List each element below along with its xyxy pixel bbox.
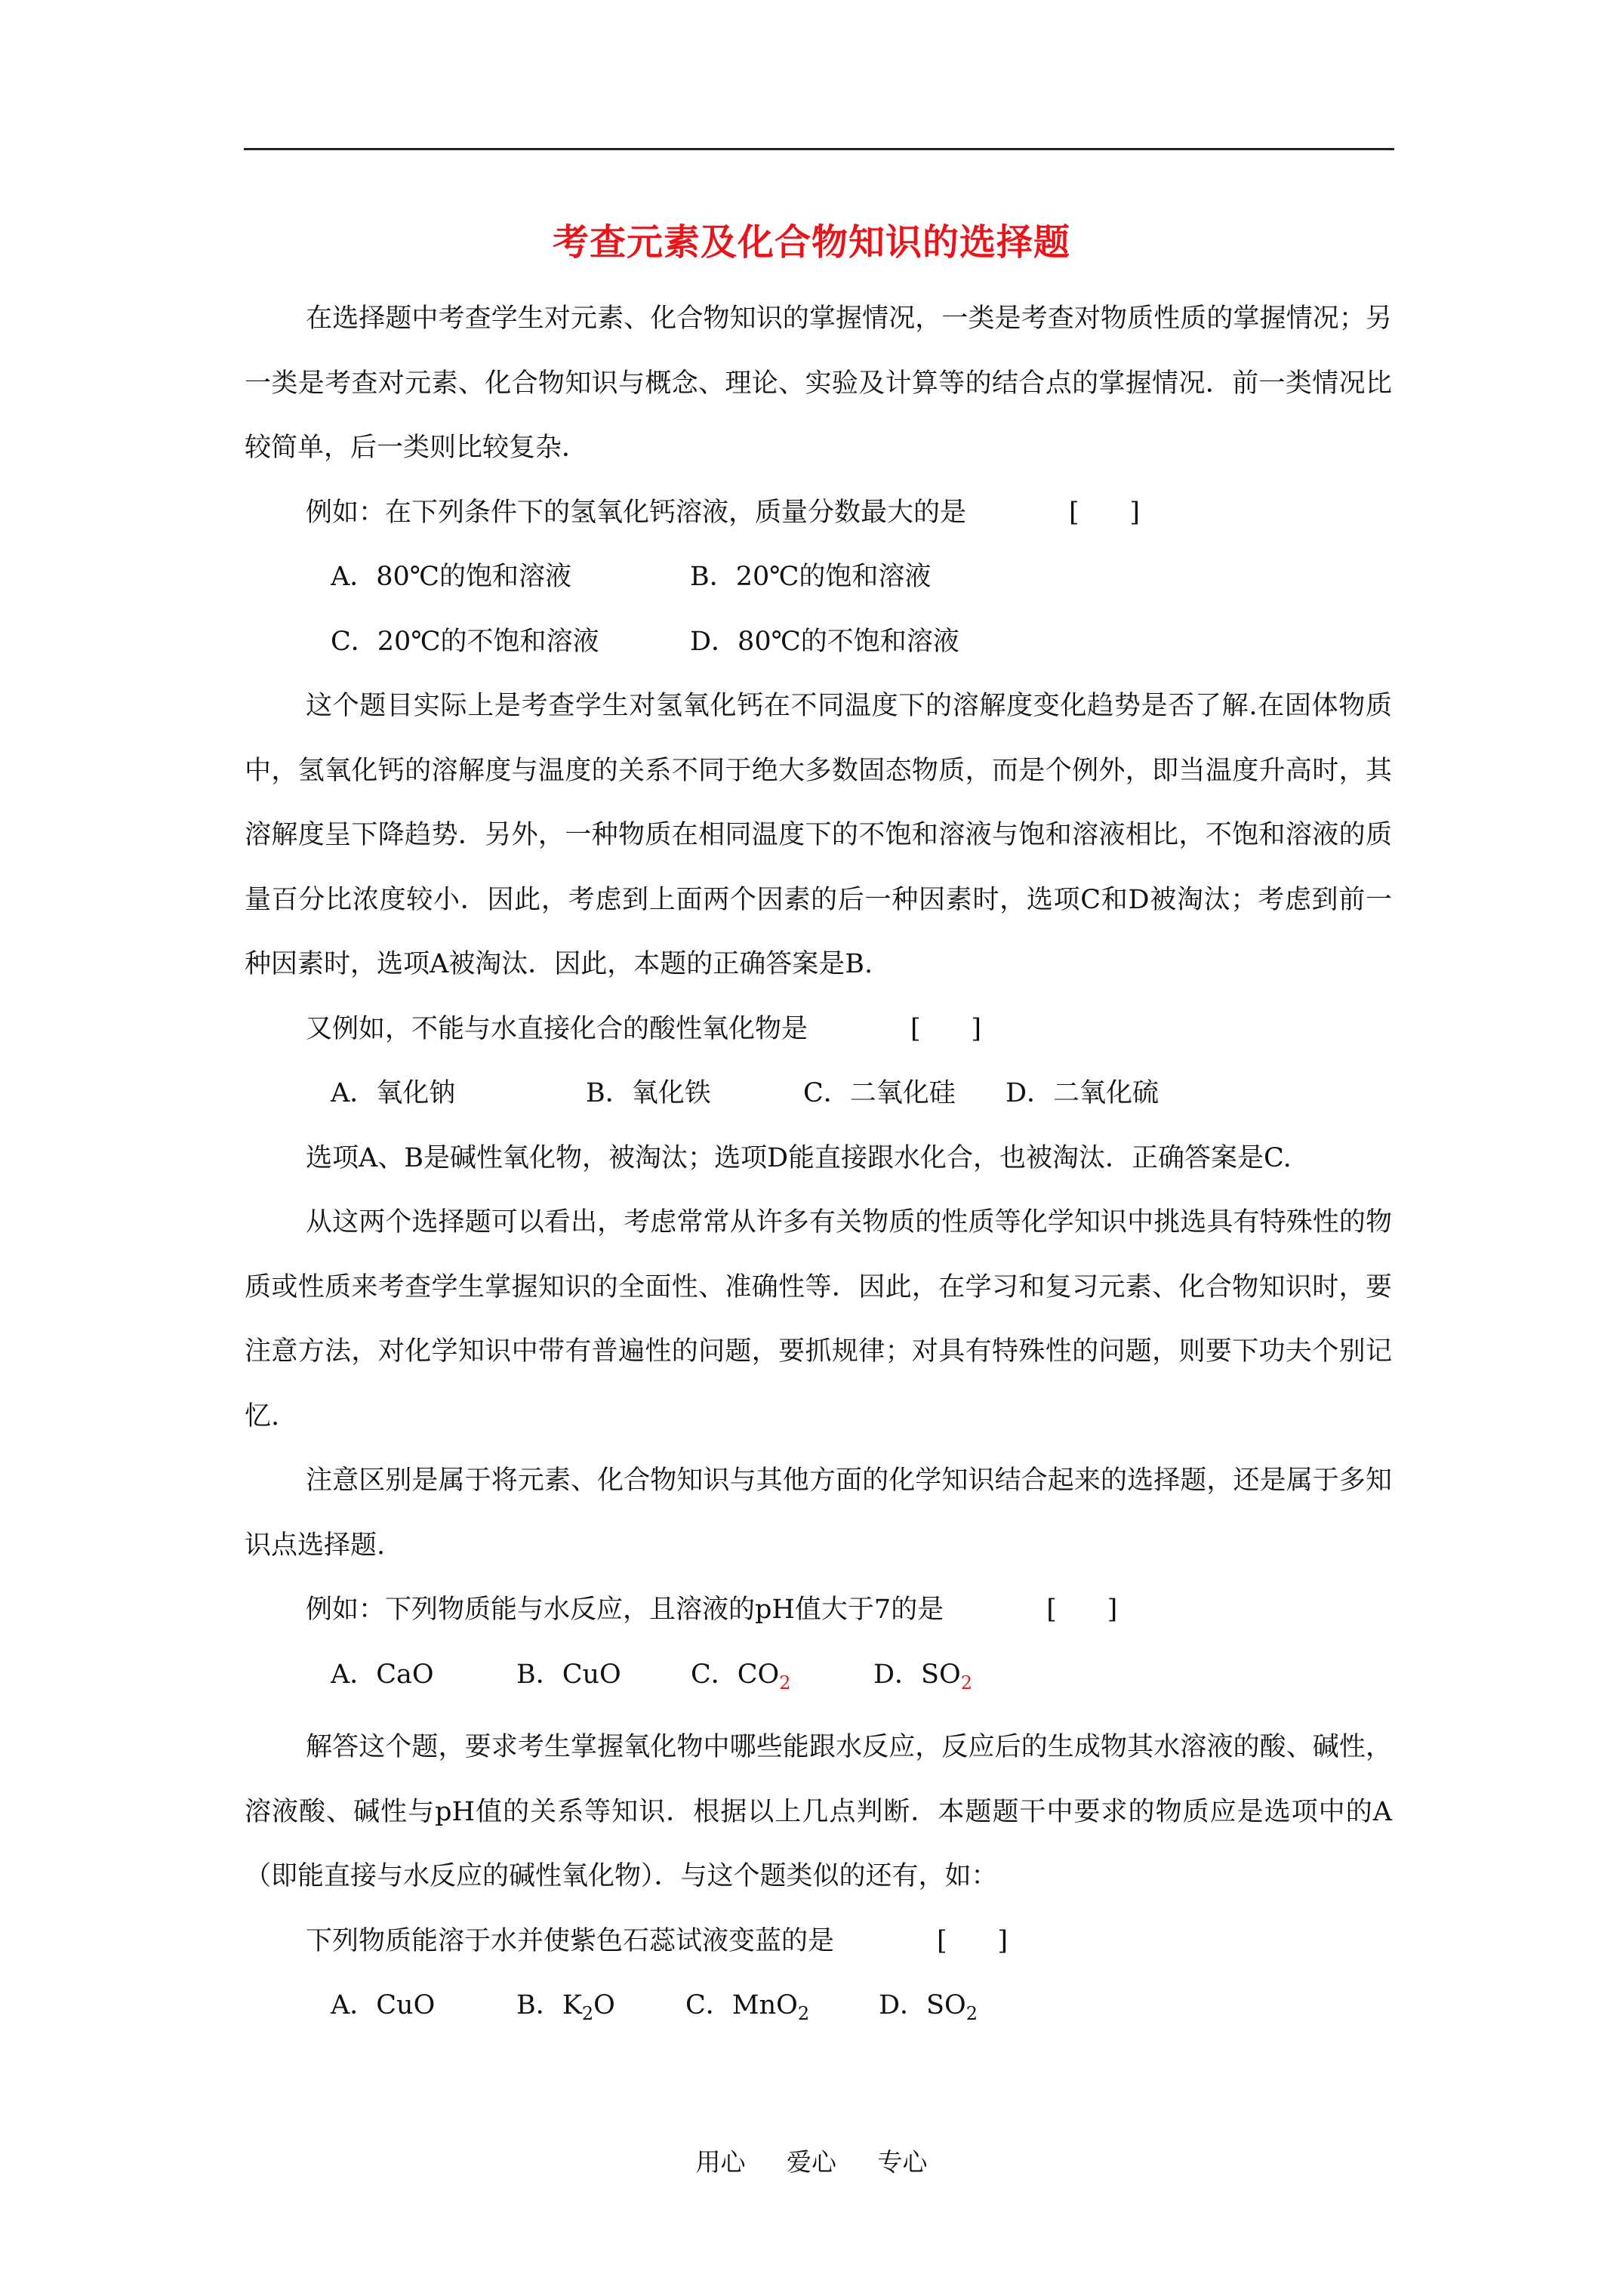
option-c-formula: C．CO <box>691 1659 780 1690</box>
question-4 <box>245 1909 1392 1974</box>
question-1-text: 例如：在下列条件下的氢氧化钙溶液，质量分数最大的是 <box>306 497 967 528</box>
option-d <box>879 1974 978 2047</box>
option-b-subscript: 2 <box>581 2003 594 2024</box>
option-d-subscript: 2 <box>965 2003 978 2024</box>
option-a: A．CaO <box>331 1659 434 1690</box>
question-2 <box>245 997 1392 1062</box>
answer-1-paragraph: 这个题目实际上是考查学生对氢氧化钙在不同温度下的溶解度变化趋势是否了解.在固体物质中，氢氧化钙的溶解度与温度的关系不同于绝大多数固态物质，而是个例外，即当温度升高时，其溶解度呈下降趋势．另外，一种物质在相同温度下的不饱和溶液与饱和溶液相比，不饱和溶液的质量百分比浓度较小．因此，考虑到上面两个因素的后一种因素时，选项C和D被淘汰；考虑到前一种因素时，选项A被淘汰．因此，本题的正确答案是B. <box>245 691 1392 979</box>
option-d: D．二氧化硫 <box>1006 1078 1160 1108</box>
answer-bracket-1: [ ] <box>1069 497 1141 528</box>
option-b: B．CuO <box>516 1659 621 1690</box>
option-d-formula: D．SO <box>873 1659 961 1690</box>
option-b <box>516 1974 685 2047</box>
option-a: A．80℃的饱和溶液 <box>331 562 571 592</box>
question-2-text: 又例如，不能与水直接化合的酸性氧化物是 <box>306 1013 808 1044</box>
page-title: 考查元素及化合物知识的选择题 <box>552 221 1070 264</box>
option-a: A．氧化钠 <box>331 1078 456 1108</box>
answer-bracket-2: [ ] <box>910 1013 982 1044</box>
option-d <box>873 1643 972 1716</box>
question-1-options-row-1 <box>245 545 1392 610</box>
summary-paragraph: 从这两个选择题可以看出，考虑常常从许多有关物质的性质等化学知识中挑选具有特殊性的物质或性质来考查学生掌握知识的全面性、准确性等．因此，在学习和复习元素、化合物知识时，要注意方法，对化学知识中带有普遍性的问题，要抓规律；对具有特殊性的问题，则要下功夫个别记忆. <box>245 1207 1392 1432</box>
note-paragraph: 注意区别是属于将元素、化合物知识与其他方面的化学知识结合起来的选择题，还是属于多知识点选择题. <box>245 1465 1392 1561</box>
header-rule <box>244 148 1394 150</box>
option-b: B．20℃的饱和溶液 <box>690 562 932 592</box>
question-2-options <box>245 1062 1392 1126</box>
option-d: D．80℃的不饱和溶液 <box>690 626 959 657</box>
document-body <box>245 287 1392 2047</box>
option-c-formula: C．MnO <box>685 1990 798 2020</box>
option-c: C．20℃的不饱和溶液 <box>331 626 599 657</box>
footer-word-2: 爱心 <box>787 2147 836 2177</box>
footer-word-3: 专心 <box>877 2147 928 2177</box>
option-c-subscript: 2 <box>797 2003 810 2024</box>
question-3-text: 例如：下列物质能与水反应，且溶液的pH值大于7的是 <box>306 1595 944 1625</box>
option-c <box>691 1643 873 1716</box>
option-b: B．氧化铁 <box>586 1078 711 1108</box>
question-4-options <box>245 1974 1392 2047</box>
answer-bracket-3: [ ] <box>1046 1595 1118 1625</box>
option-b-formula: B．K <box>516 1990 582 2020</box>
intro-paragraph: 在选择题中考查学生对元素、化合物知识的掌握情况，一类是考查对物质性质的掌握情况；另一类是考查对元素、化合物知识与概念、理论、实验及计算等的结合点的掌握情况．前一类情况比较简单，后一类则比较复杂． <box>245 304 1392 463</box>
footer-word-1: 用心 <box>695 2147 746 2177</box>
option-c <box>685 1974 879 2047</box>
option-a: A．CuO <box>331 1990 436 2020</box>
option-c-subscript: 2 <box>779 1672 791 1693</box>
answer-3-paragraph: 解答这个题，要求考生掌握氧化物中哪些能跟水反应，反应后的生成物其水溶液的酸、碱性，溶液酸、碱性与pH值的关系等知识．根据以上几点判断．本题题干中要求的物质应是选项中的A（即能直接与水反应的碱性氧化物）．与这个题类似的还有，如： <box>245 1732 1392 1891</box>
question-3-options <box>245 1643 1392 1716</box>
option-c: C．二氧化硅 <box>803 1078 956 1108</box>
question-1-options-row-2 <box>245 610 1392 675</box>
question-3 <box>245 1578 1392 1643</box>
option-d-formula: D．SO <box>879 1990 966 2020</box>
answer-2-paragraph: 选项A、B是碱性氧化物，被淘汰；选项D能直接跟水化合，也被淘汰．正确答案是C. <box>306 1142 1292 1173</box>
question-4-text: 下列物质能溶于水并使紫色石蕊试液变蓝的是 <box>306 1925 835 1956</box>
option-d-subscript: 2 <box>960 1672 973 1693</box>
question-1 <box>245 481 1392 546</box>
answer-bracket-4: [ ] <box>937 1925 1009 1956</box>
option-b-formula-tail: O <box>593 1990 615 2020</box>
page-footer <box>0 2143 1623 2178</box>
